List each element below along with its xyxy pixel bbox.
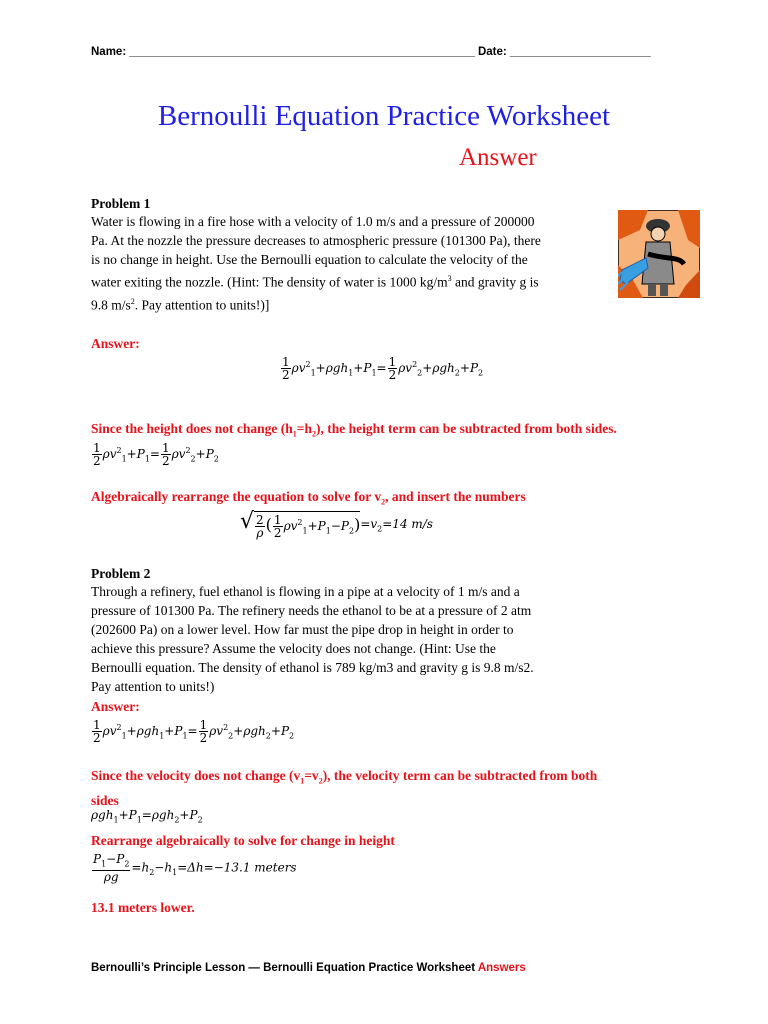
bernoulli-equation-full: $\frac{1}{2}$ $\rho v^2_1+\rho gh_1+P_1=$ $\frac{1}{2}$ $\rho v^2_2+\rho gh_2+P_2$ [282,355,484,382]
problem2-conclusion: 13.1 meters lower. [91,900,195,915]
problem2-line: achieve this pressure? Assume the velocity does not change. (Hint: Use the [91,641,496,656]
velocity-solution-equation: √ $\frac{2}{\rho}$ ( $\frac{1}{2}$ $\rho v^2_1+P_1-P_2)=v_2=14$ m/s [240,509,433,540]
bernoulli-equation-no-height: $\frac{1}{2}$ $\rho v^2_1+P_1=$ $\frac{1}{2}$ $\rho v^2_2+P_2$ [93,441,219,468]
problem2-bernoulli-equation: $\frac{1}{2}$ $\rho v^2_1+\rho gh_1+P_1=$ $\frac{1}{2}$ $\rho v^2_2+\rho gh_2+P_2$ [93,718,295,745]
footer-text: Bernoulli’s Principle Lesson — Bernoulli Equation Practice Worksheet [91,962,476,974]
name-blank[interactable]: ______________________________________________________ [129,46,475,58]
equation-no-velocity: $\rho gh_1+P_1=\rho gh_2+P_2$ [91,808,203,825]
problem2-answer-label: Answer: [91,699,140,714]
problem2-line: Pay attention to units!) [91,679,215,694]
worksheet-title: Bernoulli Equation Practice Worksheet [157,100,611,132]
problem1-line: Water is flowing in a fire hose with a velocity of 1.0 m/s and a pressure of 200000 [91,214,535,229]
footer-answers: Answers [477,962,526,974]
problem1-answer-label: Answer: [91,336,140,351]
name-label: Name: [91,46,127,58]
problem1-step1: Since the height does not change $(h_1=h_2)$, the height term can be subtracted from both sides. [91,421,617,439]
problem2-line: Bernoulli equation. The density of ethanol is 789 kg/m3 and gravity g is 9.8 m/s2. [91,660,534,675]
problem2-line: Through a refinery, fuel ethanol is flowing in a pipe at a velocity of 1 m/s and a [91,584,520,599]
problem1-heading: Problem 1 [91,196,151,211]
problem2-line: (202600 Pa) on a lower level. How far must the pipe drop in height in order to [91,622,514,637]
name-date-header [91,46,651,58]
firefighter-image [618,210,700,298]
problem2-step1: Since the velocity does not change $(v_1=v_2)$, the velocity term can be subtracted from both sides [91,768,598,808]
problem2-step2: Rearrange algebraically to solve for change in height [91,833,395,848]
problem2-heading: Problem 2 [91,566,151,581]
velocity-result: =14 m/s [382,517,433,531]
footer [91,962,526,974]
problem1-line: water exiting the nozzle. (Hint: The density of water is 1000 $kg/m^3$ and gravity g is [91,274,539,290]
problem1-line: is no change in height. Use the Bernoulli equation to calculate the velocity of the [91,252,528,267]
problem2-text [91,582,581,696]
problem1-text [91,212,581,314]
height-change-equation: $\frac{P_1-P_2}{\rho g}$ $=h_2-h_1=\Delta h=-13.1$ meters [93,852,297,885]
date-blank[interactable]: ______________________ [509,46,651,58]
height-result: =−13.1 meters [203,860,297,875]
date-label: Date: [477,46,507,58]
problem1-line: Pa. At the nozzle the pressure decreases to atmospheric pressure (101300 Pa), there [91,233,541,248]
problem1-step2: Algebraically rearrange the equation to solve for $v_2$, and insert the numbers [91,489,526,507]
problem1-line: 9.8 $m/s^2$. Pay attention to units!)] [91,296,270,312]
answer-subtitle: Answer [459,144,537,171]
problem2-line: pressure of 101300 Pa. The refinery needs the ethanol to be at a pressure of 2 atm [91,603,532,618]
